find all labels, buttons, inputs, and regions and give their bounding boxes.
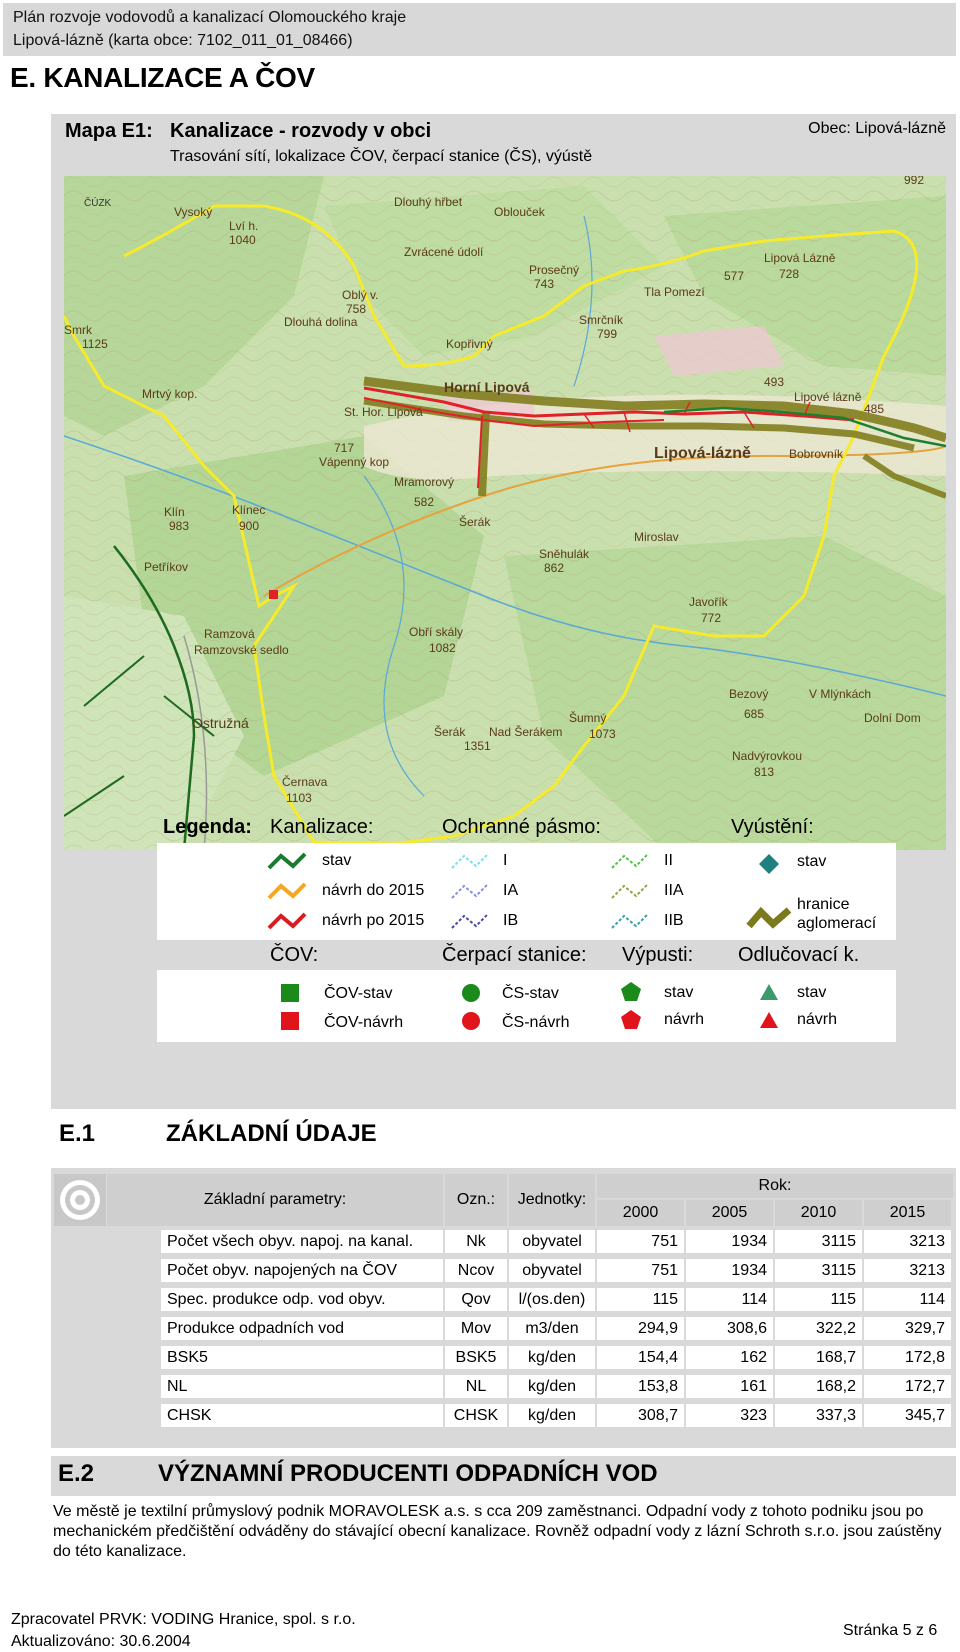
- map-place-1040: 1040: [229, 233, 256, 247]
- header-ozn: Ozn.:: [445, 1174, 507, 1226]
- section-heading-e: E. KANALIZACE A ČOV: [10, 62, 315, 93]
- map-place-lvi-h: Lví h.: [229, 219, 259, 233]
- map-place-petrikov: Petříkov: [144, 560, 189, 574]
- legend-vyusteni: Vyústění:: [731, 816, 814, 838]
- table-cell-ozn: Ncov: [445, 1259, 507, 1282]
- table-cell-ozn: Qov: [445, 1288, 507, 1311]
- map-place-nadvyrovkou: Nadvýrovkou: [732, 749, 803, 763]
- legend-v-aglomeraci: aglomerací: [797, 915, 877, 932]
- stav-line-icon: [269, 854, 305, 868]
- legend-cov-navrh: ČOV-návrh: [324, 1014, 404, 1031]
- map-place-582: 582: [414, 495, 435, 509]
- table-cell-value: 294,9: [597, 1317, 684, 1340]
- header-year: 2000: [597, 1200, 684, 1226]
- table-cell-value: 322,2: [775, 1317, 862, 1340]
- legend-cov-stav: ČOV-stav: [324, 985, 393, 1002]
- header-subtitle: Lipová-lázně (karta obce: 7102_011_01_08466): [13, 32, 353, 49]
- legend-odlucovac-symbols: [754, 976, 784, 1036]
- map-place-smrcnik: Smrčník: [579, 313, 624, 327]
- table-cell-ozn: Mov: [445, 1317, 507, 1340]
- table-cell-jed: obyvatel: [509, 1230, 595, 1253]
- navrh-po-2015-line-icon: [269, 914, 305, 928]
- table-cell-value: 154,4: [597, 1346, 684, 1369]
- table-cell-value: 329,7: [864, 1317, 951, 1340]
- map-place-bezovy: Bezový: [729, 687, 769, 701]
- legend-line-symbols: [265, 848, 315, 932]
- table-cell-value: 168,7: [775, 1346, 862, 1369]
- map-place-992: 992: [904, 176, 925, 187]
- legend-v-hranice: hranice: [797, 896, 850, 913]
- map-place-smrk: Smrk: [64, 323, 92, 337]
- hranice-aglomeraci-icon: [749, 910, 789, 926]
- map-place-ostruzna: Ostružná: [192, 715, 249, 731]
- map-place-oblouchek: Oblouček: [494, 205, 545, 219]
- map-place-serak-2: Šerák: [434, 725, 466, 739]
- map-place-tla-pomezi: Tla Pomezí: [644, 285, 705, 299]
- footer-updated: Aktualizováno: 30.6.2004: [11, 1633, 191, 1650]
- map-place-772: 772: [701, 611, 722, 625]
- table-cell-param: CHSK: [161, 1404, 443, 1427]
- vypust-stav-icon: [621, 982, 641, 1001]
- table-cell-param: BSK5: [161, 1346, 443, 1369]
- legend-vypusti: Výpusti:: [622, 944, 694, 966]
- zone-IIB-icon: [612, 914, 648, 928]
- map-place-prosecny: Prosečný: [529, 263, 580, 277]
- cs-navrh-icon: [462, 1012, 480, 1030]
- table-cell-jed: kg/den: [509, 1346, 595, 1369]
- table-cell-jed: l/(os.den): [509, 1288, 595, 1311]
- map-place-javorik: Javořík: [689, 595, 728, 609]
- cov-navrh-marker: [269, 590, 278, 599]
- section-e2-bar: [51, 1456, 956, 1496]
- map-place-728: 728: [779, 267, 800, 281]
- navrh-do-2015-line-icon: [269, 884, 305, 898]
- legend-vypust-symbols: [616, 976, 646, 1036]
- map-place-klinec: Klínec: [232, 503, 266, 517]
- cov-stav-icon: [281, 984, 299, 1002]
- map-place-v-mlynkach: V Mlýnkách: [809, 687, 872, 701]
- zone-IIA-icon: [612, 884, 648, 898]
- zone-IA-icon: [452, 884, 488, 898]
- table-cell-value: 323: [686, 1404, 773, 1427]
- table-cell-ozn: BSK5: [445, 1346, 507, 1369]
- table-cell-param: Spec. produkce odp. vod obyv.: [161, 1288, 443, 1311]
- legend-o-II: II: [664, 852, 673, 869]
- table-cell-value: 3213: [864, 1230, 951, 1253]
- map-place-klin: Klín: [164, 505, 185, 519]
- map-place-obri-skaly: Obří skály: [409, 625, 464, 639]
- zone-IB-icon: [452, 914, 488, 928]
- map-place-900: 900: [239, 519, 260, 533]
- legend-o-I: I: [503, 852, 508, 869]
- table-cell-value: 153,8: [597, 1375, 684, 1398]
- table-cell-param: Počet obyv. napojených na ČOV: [161, 1259, 443, 1282]
- table-cell-value: 1934: [686, 1230, 773, 1253]
- zone-I-icon: [452, 854, 488, 868]
- table-cell-value: 1934: [686, 1259, 773, 1282]
- map-place-1082: 1082: [429, 641, 456, 655]
- map-place-ramzovske-sedlo: Ramzovské sedlo: [194, 643, 289, 657]
- header-param: Základní parametry:: [107, 1174, 443, 1226]
- legend-od-stav: stav: [797, 984, 827, 1001]
- table-cell-value: 115: [775, 1288, 862, 1311]
- table-cell-value: 3115: [775, 1230, 862, 1253]
- section-e2-text: Ve městě je textilní průmyslový podnik MORAVOLESK a.s. s cca 209 zaměstnanci. Odpadní vody z tohoto podniku jsou po mechanickém předčištění odváděny do stávající obecní kanalizace. Rovněž odpadní vody z lázní Schroth s.r.o. jsou zaústěny do této kanalizace.: [53, 1503, 942, 1560]
- table-cell-value: 308,7: [597, 1404, 684, 1427]
- table-cell-jed: m3/den: [509, 1317, 595, 1340]
- legend-odlucovaci: Odlučovací k.: [738, 944, 860, 966]
- map-place-485: 485: [864, 402, 885, 416]
- map-obec: Obec: Lipová-lázně: [808, 120, 946, 137]
- map-place-862: 862: [544, 561, 565, 575]
- table-cell-value: 115: [597, 1288, 684, 1311]
- map-graphics: [64, 176, 946, 850]
- map-place-vapenny-kop: Vápenný kop: [319, 455, 390, 469]
- data-table: [51, 1168, 956, 1448]
- header-year: 2005: [686, 1200, 773, 1226]
- odlucovac-navrh-icon: [760, 1012, 778, 1028]
- table-cell-value: 114: [864, 1288, 951, 1311]
- header-rok: Rok:: [597, 1174, 953, 1198]
- table-cell-value: 114: [686, 1288, 773, 1311]
- footer-author: Zpracovatel PRVK: VODING Hranice, spol. s r.o.: [11, 1611, 356, 1628]
- map-place-miroslav: Miroslav: [634, 530, 679, 544]
- map-place-mramorovy: Mramorový: [394, 475, 455, 489]
- map-place-dlouhy-hrbet: Dlouhý hřbet: [394, 195, 463, 209]
- table-cell-value: 3115: [775, 1259, 862, 1282]
- legend-zone-symbols-1: [448, 848, 498, 932]
- document-header: [3, 3, 956, 56]
- legend-v-stav: stav: [797, 853, 827, 870]
- map-label: Mapa E1:: [65, 120, 153, 142]
- legend-zone-symbols-2: [608, 848, 658, 932]
- map-place-bobrovnik: Bobrovník: [789, 447, 844, 461]
- legend-od-navrh: návrh: [797, 1011, 838, 1028]
- map-place-577: 577: [724, 269, 745, 283]
- map-place-1103: 1103: [286, 791, 312, 805]
- header-year: 2015: [864, 1200, 951, 1226]
- map-place-nad-serakem: Nad Šerákem: [489, 725, 563, 739]
- map-title: Kanalizace - rozvody v obci: [170, 120, 432, 142]
- map-place-758: 758: [346, 302, 367, 316]
- table-cell-param: Počet všech obyv. napoj. na kanal.: [161, 1230, 443, 1253]
- map-place-zvracene-udoli: Zvrácené údolí: [404, 245, 484, 259]
- section-e1-title: ZÁKLADNÍ ÚDAJE: [166, 1120, 377, 1147]
- map-place-cernava: Černava: [282, 775, 328, 789]
- legend-title: Legenda:: [163, 816, 252, 838]
- legend-cs-navrh: ČS-návrh: [502, 1014, 570, 1031]
- map-place-lipova-lazne: Lipová-lázně: [654, 445, 751, 462]
- map-place-1125: 1125: [82, 337, 108, 351]
- table-cell-ozn: NL: [445, 1375, 507, 1398]
- legend-cs-stav: ČS-stav: [502, 985, 559, 1002]
- table-cell-value: 168,2: [775, 1375, 862, 1398]
- map-place-dlouha-dolina: Dlouhá dolina: [284, 315, 358, 329]
- legend-vy-navrh: návrh: [664, 1011, 705, 1028]
- legend-k-navrh2015: návrh do 2015: [322, 882, 425, 899]
- map-place-685: 685: [744, 707, 765, 721]
- map-subtitle: Trasování sítí, lokalizace ČOV, čerpací stanice (ČS), výústě: [170, 148, 593, 165]
- map-place-ramzova: Ramzová: [204, 627, 255, 641]
- table-cell-ozn: CHSK: [445, 1404, 507, 1427]
- map-place-dolni-dom: Dolní Dom: [864, 711, 921, 725]
- map-place-mrtvy-kop: Mrtvý kop.: [142, 387, 198, 401]
- legend-vyust-symbols: [745, 848, 795, 932]
- table-cell-value: 751: [597, 1230, 684, 1253]
- table-cell-jed: kg/den: [509, 1375, 595, 1398]
- cov-navrh-icon: [281, 1012, 299, 1030]
- table-cell-value: 172,8: [864, 1346, 951, 1369]
- vyust-stav-icon: [759, 854, 779, 874]
- cs-stav-icon: [462, 984, 480, 1002]
- header-jed: Jednotky:: [509, 1174, 595, 1226]
- table-cell-value: 161: [686, 1375, 773, 1398]
- section-e2-number: E.2: [58, 1460, 95, 1487]
- map-place-813: 813: [754, 765, 775, 779]
- legend-ochranne: Ochranné pásmo:: [442, 816, 601, 838]
- legend-o-IB: IB: [503, 912, 519, 929]
- section-e1-number: E.1: [59, 1120, 96, 1147]
- table-cell-value: 751: [597, 1259, 684, 1282]
- legend-o-IA: IA: [503, 882, 519, 899]
- section-e2-title: VÝZNAMNÍ PRODUCENTI ODPADNÍCH VOD: [158, 1460, 658, 1487]
- legend-kanalizace: Kanalizace:: [270, 816, 374, 838]
- footer-page: Stránka 5 z 6: [843, 1622, 938, 1639]
- map-place-lipova-lazne-n: Lipová Lázně: [764, 251, 836, 265]
- table-cell-value: 308,6: [686, 1317, 773, 1340]
- table-cell-jed: obyvatel: [509, 1259, 595, 1282]
- map-place-horni-lipova: Horní Lipová: [444, 379, 530, 395]
- legend-o-IIB: IIB: [664, 912, 684, 929]
- table-cell-jed: kg/den: [509, 1404, 595, 1427]
- table-cell-value: 162: [686, 1346, 773, 1369]
- map-place-983: 983: [169, 519, 190, 533]
- legend-o-IIA: IIA: [664, 882, 684, 899]
- table-cell-value: 337,3: [775, 1404, 862, 1427]
- zone-II-icon: [612, 854, 648, 868]
- map-place-lipove-lazne: Lipové lázně: [794, 390, 862, 404]
- map-place-serak: Šerák: [459, 515, 491, 529]
- map-place-743: 743: [534, 277, 555, 291]
- legend-cov-symbols: [275, 978, 305, 1038]
- legend-cs-symbols: [456, 978, 486, 1038]
- map-place-717: 717: [334, 441, 355, 455]
- legend-vy-stav: stav: [664, 984, 694, 1001]
- map-place-st-hor-lipova: St. Hor. Lipová: [344, 405, 423, 419]
- map-cuzk-label: ČÚZK: [84, 198, 112, 209]
- header-year: 2010: [775, 1200, 862, 1226]
- topographic-map[interactable]: [64, 176, 946, 850]
- table-cell-value: 345,7: [864, 1404, 951, 1427]
- target-icon: [54, 1174, 106, 1226]
- legend-k-navrhpo: návrh po 2015: [322, 912, 425, 929]
- header-title: Plán rozvoje vodovodů a kanalizací Olomouckého kraje: [13, 9, 407, 26]
- legend-cov: ČOV:: [270, 944, 319, 966]
- map-place-1073: 1073: [589, 727, 616, 741]
- map-place-799: 799: [597, 327, 618, 341]
- odlucovac-stav-icon: [760, 984, 778, 1000]
- table-cell-value: 172,7: [864, 1375, 951, 1398]
- table-logo: [54, 1174, 106, 1226]
- map-place-koprivny: Kopřivný: [446, 337, 493, 351]
- legend-cerpaci: Čerpací stanice:: [442, 944, 587, 966]
- map-place-1351: 1351: [464, 739, 491, 753]
- table-cell-ozn: Nk: [445, 1230, 507, 1253]
- map-place-sumny: Šumný: [569, 711, 607, 725]
- map-place-493: 493: [764, 375, 785, 389]
- map-place-vysoky: Vysoký: [174, 205, 213, 219]
- table-cell-value: 3213: [864, 1259, 951, 1282]
- table-cell-param: Produkce odpadních vod: [161, 1317, 443, 1340]
- table-cell-param: NL: [161, 1375, 443, 1398]
- map-place-obly-v: Oblý v.: [342, 288, 379, 302]
- vypust-navrh-icon: [621, 1010, 641, 1029]
- map-place-snehulak: Sněhulák: [539, 547, 590, 561]
- legend-k-stav: stav: [322, 852, 352, 869]
